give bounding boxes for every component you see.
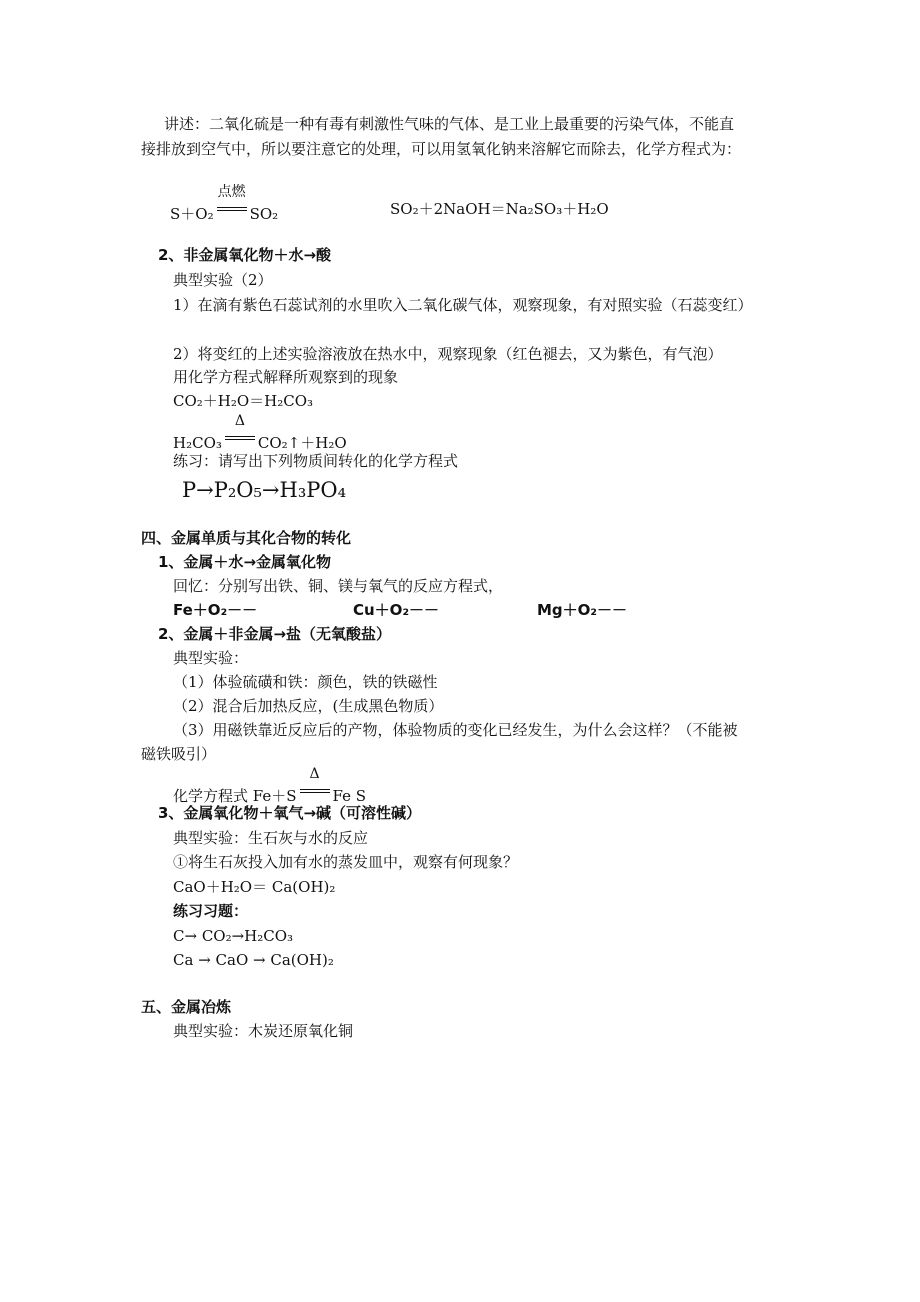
reaction-condition: Δ bbox=[234, 413, 245, 429]
equation-co2-water: CO₂＋H₂O＝H₂CO₃ bbox=[173, 392, 314, 410]
experiment-step: ①将生石灰投入加有水的蒸发皿中，观察有何现象？ bbox=[173, 853, 519, 871]
experiment-label: 典型实验：生石灰与水的反应 bbox=[173, 829, 369, 847]
equation-left: S＋O₂ bbox=[170, 205, 214, 223]
subsection-heading: 3、金属氧化物＋氧气→碱（可溶性碱） bbox=[158, 804, 422, 822]
experiment-step-3-cont: 磁铁吸引） bbox=[141, 745, 217, 763]
equation-right: CO₂↑＋H₂O bbox=[257, 434, 347, 452]
experiment-step-2: 2）将变红的上述实验溶液放在热水中，观察现象（红色褪去，又为紫色，有气泡） bbox=[173, 345, 723, 363]
experiment-step-3: （3）用磁铁靠近反应后的产物，体验物质的变化已经发生，为什么会这样？（不能被 bbox=[173, 721, 738, 739]
experiment-label: 典型实验：木炭还原氧化铜 bbox=[173, 1022, 354, 1040]
experiment-step-1: 1）在滴有紫色石蕊试剂的水里吹入二氧化碳气体，观察现象，有对照实验（石蕊变红） bbox=[173, 296, 753, 314]
reaction-condition: Δ bbox=[309, 766, 320, 782]
recall-text: 回忆：分别写出铁、铜、镁与氧气的反应方程式， bbox=[173, 577, 504, 595]
equation-cao-water: CaO＋H₂O＝ Ca(OH)₂ bbox=[173, 878, 336, 896]
section-heading: 2、非金属氧化物＋水→酸 bbox=[158, 246, 332, 264]
experiment-step-1: （1）体验硫磺和铁：颜色，铁的铁磁性 bbox=[173, 673, 438, 691]
section-heading: 四、金属单质与其化合物的转化 bbox=[141, 529, 352, 547]
equation-right: Fe S bbox=[332, 787, 367, 805]
intro-line-2: 接排放到空气中，所以要注意它的处理，可以用氢氧化钠来溶解它而除去，化学方程式为： bbox=[141, 140, 742, 158]
equation-fe-o2: Fe＋O₂－－ bbox=[173, 601, 258, 619]
equation-mg-o2: Mg＋O₂－－ bbox=[537, 601, 627, 619]
equation-right: SO₂ bbox=[249, 205, 279, 223]
equation-carbonic-decompose bbox=[173, 413, 347, 453]
subsection-heading: 1、金属＋水→金属氧化物 bbox=[158, 553, 332, 571]
equation-cu-o2: Cu＋O₂－－ bbox=[353, 601, 440, 619]
experiment-step-2: （2）混合后加热反应，(生成黑色物质） bbox=[173, 697, 444, 715]
explain-text: 用化学方程式解释所观察到的现象 bbox=[173, 368, 399, 386]
reaction-condition-mark bbox=[223, 413, 257, 448]
carbon-chain: C→ CO₂→H₂CO₃ bbox=[173, 927, 294, 945]
reaction-condition: 点燃 bbox=[217, 184, 246, 200]
phosphorus-chain: P→P₂O₅→H₃PO₄ bbox=[182, 478, 347, 502]
experiment-label: 典型实验： bbox=[173, 649, 249, 667]
calcium-chain: Ca → CaO → Ca(OH)₂ bbox=[173, 951, 334, 969]
intro-line-1: 讲述：二氧化硫是一种有毒有刺激性气味的气体、是工业上最重要的污染气体，不能直 bbox=[164, 115, 735, 133]
section-heading: 五、金属冶炼 bbox=[141, 998, 232, 1016]
equation-so2-naoh: SO₂＋2NaOH＝Na₂SO₃＋H₂O bbox=[390, 200, 609, 218]
practice-heading: 练习习题： bbox=[173, 902, 249, 920]
practice-prompt: 练习：请写出下列物质间转化的化学方程式 bbox=[173, 452, 459, 470]
equals-double-line bbox=[217, 207, 247, 211]
reaction-condition-mark bbox=[298, 766, 332, 801]
equation-left: H₂CO₃ bbox=[173, 434, 222, 452]
reaction-condition-mark bbox=[215, 184, 249, 219]
equation-s-combustion bbox=[170, 184, 279, 224]
experiment-label: 典型实验（2） bbox=[173, 271, 273, 289]
equals-double-line bbox=[300, 789, 330, 793]
equation-left: 化学方程式 Fe＋S bbox=[173, 787, 297, 805]
equals-double-line bbox=[225, 436, 255, 440]
subsection-heading: 2、金属＋非金属→盐（无氧酸盐） bbox=[158, 625, 392, 643]
